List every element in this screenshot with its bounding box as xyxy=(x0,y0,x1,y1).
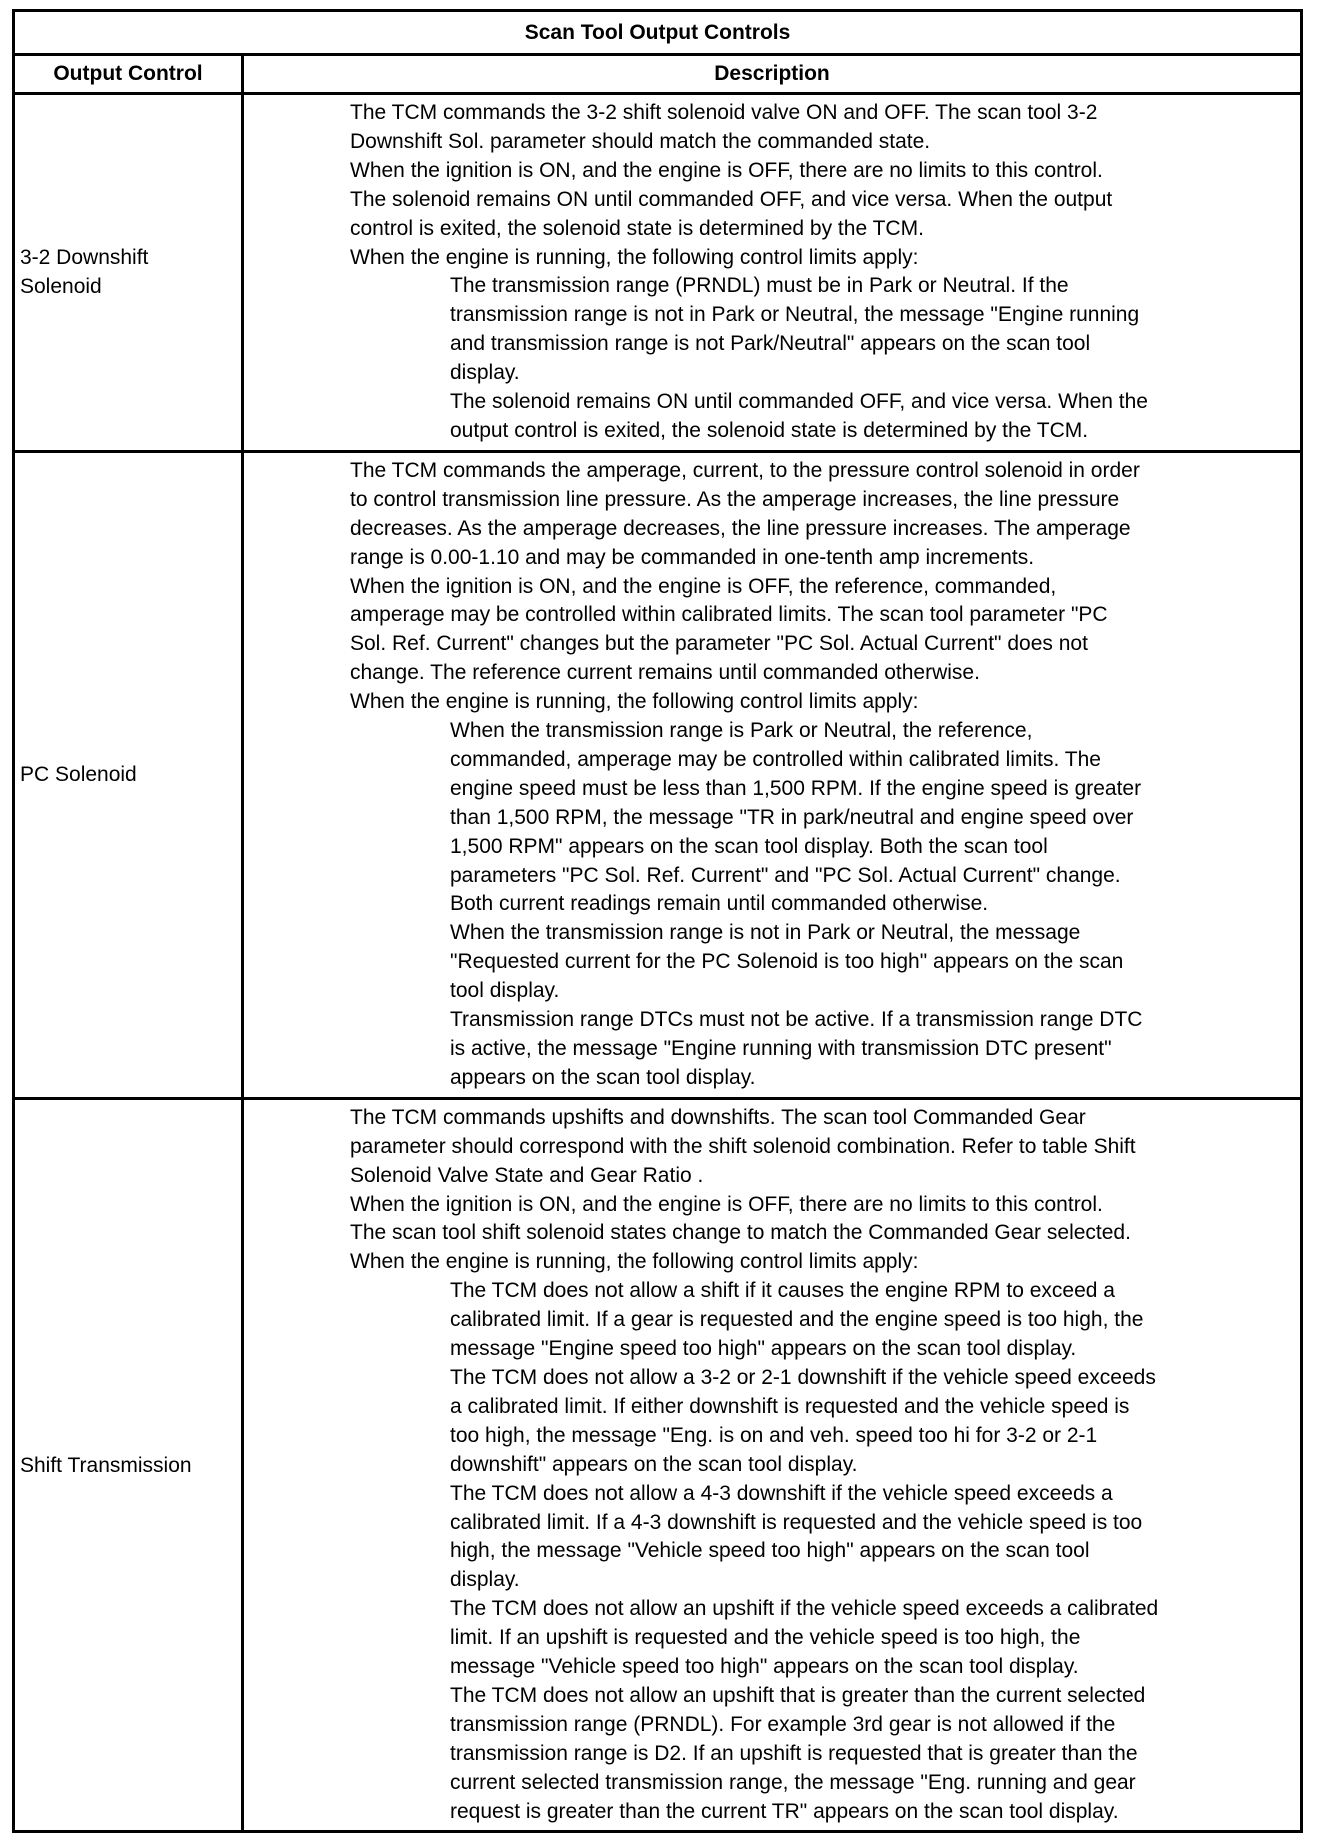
table-row xyxy=(15,453,1300,1100)
description-line: appears on the scan tool display. xyxy=(450,1065,756,1089)
description-line: Transmission range DTCs must not be active. If a transmission range DTC xyxy=(450,1008,1143,1032)
description-line: The solenoid remains ON until commanded OFF, and vice versa. When the output xyxy=(350,187,1113,211)
description-line: transmission range is not in Park or Neutral, the message "Engine running xyxy=(450,303,1140,327)
description-line: When the engine is running, the following control limits apply: xyxy=(350,1250,919,1274)
description-line: too high, the message "Eng. is on and veh. speed too hi for 3-2 or 2-1 xyxy=(450,1423,1098,1447)
description-cell xyxy=(244,1100,1300,1831)
description-line: When the transmission range is not in Park or Neutral, the message xyxy=(450,921,1081,945)
description-line: The scan tool shift solenoid states change to match the Commanded Gear selected. xyxy=(350,1221,1131,1245)
header-output-control: Output Control xyxy=(15,56,244,92)
description-line: a calibrated limit. If either downshift is requested and the vehicle speed is xyxy=(450,1394,1130,1418)
header-row xyxy=(15,56,1300,95)
description-line: "Requested current for the PC Solenoid is too high" appears on the scan xyxy=(450,950,1124,974)
description-line: downshift" appears on the scan tool display. xyxy=(450,1452,858,1476)
description-cell xyxy=(244,453,1300,1097)
description-line: When the engine is running, the following control limits apply: xyxy=(350,690,919,714)
description-line: amperage may be controlled within calibrated limits. The scan tool parameter "PC xyxy=(350,603,1108,627)
output-control-name: Shift Transmission xyxy=(20,1453,192,1477)
description-line: The TCM does not allow a 3-2 or 2-1 downshift if the vehicle speed exceeds xyxy=(450,1365,1156,1389)
description-line: The solenoid remains ON until commanded OFF, and vice versa. When the xyxy=(450,390,1148,414)
description-line: The transmission range (PRNDL) must be in Park or Neutral. If the xyxy=(450,274,1069,298)
description-line: message "Engine speed too high" appears on the scan tool display. xyxy=(450,1337,1077,1361)
table-row xyxy=(15,95,1300,453)
description-line: is active, the message "Engine running with transmission DTC present" xyxy=(450,1037,1112,1060)
output-control-name: 3-2 Downshift xyxy=(20,246,149,270)
description-line: The TCM commands upshifts and downshifts. The scan tool Commanded Gear xyxy=(350,1105,1086,1129)
description-line: output control is exited, the solenoid state is determined by the TCM. xyxy=(450,418,1089,442)
description-line: Downshift Sol. parameter should match the commanded state. xyxy=(350,129,931,153)
description-line: message "Vehicle speed too high" appears on the scan tool display. xyxy=(450,1655,1079,1679)
description-line: request is greater than the current TR" appears on the scan tool display. xyxy=(450,1799,1119,1823)
description-line: calibrated limit. If a gear is requested and the engine speed is too high, the xyxy=(450,1308,1144,1332)
description-line: commanded, amperage may be controlled within calibrated limits. The xyxy=(450,747,1101,771)
description-line: control is exited, the solenoid state is determined by the TCM. xyxy=(350,216,924,240)
description-line: When the transmission range is Park or Neutral, the reference, xyxy=(450,719,1033,743)
description-line: than 1,500 RPM, the message "TR in park/neutral and engine speed over xyxy=(450,805,1134,829)
description-line: The TCM commands the amperage, current, to the pressure control solenoid in order xyxy=(350,458,1140,482)
description-line: The TCM does not allow a 4-3 downshift if the vehicle speed exceeds a xyxy=(450,1481,1113,1505)
description-line: Solenoid Valve State and Gear Ratio . xyxy=(350,1163,704,1187)
description-line: The TCM does not allow an upshift that is greater than the current selected xyxy=(450,1683,1146,1707)
description-line: current selected transmission range, the message "Eng. running and gear xyxy=(450,1770,1136,1794)
description-line: engine speed must be less than 1,500 RPM. If the engine speed is greater xyxy=(450,776,1142,800)
description-line: to control transmission line pressure. As the amperage increases, the line pressure xyxy=(350,487,1120,511)
description-line: display. xyxy=(450,361,520,385)
description-line: parameters "PC Sol. Ref. Current" and "PC Sol. Actual Current" change. xyxy=(450,863,1121,887)
description-line: The TCM does not allow an upshift if the vehicle speed exceeds a calibrated xyxy=(450,1597,1159,1621)
output-control-name: PC Solenoid xyxy=(20,763,137,787)
description-line: When the ignition is ON, and the engine is OFF, the reference, commanded, xyxy=(350,574,1057,598)
output-control-cell xyxy=(15,453,244,1097)
output-controls-table xyxy=(12,9,1303,1833)
description-line: calibrated limit. If a 4-3 downshift is requested and the vehicle speed is too xyxy=(450,1510,1143,1534)
description-line: The TCM commands the 3-2 shift solenoid valve ON and OFF. The scan tool 3-2 xyxy=(350,101,1098,124)
description-line: decreases. As the amperage decreases, the line pressure increases. The amperage xyxy=(350,516,1131,540)
description-cell xyxy=(244,95,1300,450)
description-line: tool display. xyxy=(450,979,560,1003)
description-line: Sol. Ref. Current" changes but the parameter "PC Sol. Actual Current" does not xyxy=(350,632,1088,656)
header-description: Description xyxy=(714,62,830,85)
output-control-cell xyxy=(15,95,244,450)
description-line: The TCM does not allow a shift if it causes the engine RPM to exceed a xyxy=(450,1279,1115,1303)
output-control-cell xyxy=(15,1100,244,1831)
description-line: transmission range (PRNDL). For example 3rd gear is not allowed if the xyxy=(450,1712,1116,1736)
description-line: high, the message "Vehicle speed too high" appears on the scan tool xyxy=(450,1539,1090,1563)
description-line: 1,500 RPM" appears on the scan tool display. Both the scan tool xyxy=(450,834,1048,858)
description-line: and transmission range is not Park/Neutral" appears on the scan tool xyxy=(450,332,1091,356)
description-line: When the engine is running, the following control limits apply: xyxy=(350,245,919,269)
description-line: limit. If an upshift is requested and the vehicle speed is too high, the xyxy=(450,1626,1081,1650)
description-line: range is 0.00-1.10 and may be commanded in one-tenth amp increments. xyxy=(350,545,1035,569)
description-line: When the ignition is ON, and the engine is OFF, there are no limits to this control. xyxy=(350,158,1103,182)
output-control-name: Solenoid xyxy=(20,275,102,299)
description-line: parameter should correspond with the shift solenoid combination. Refer to table Shift xyxy=(350,1134,1136,1158)
description-line: When the ignition is ON, and the engine is OFF, there are no limits to this control. xyxy=(350,1192,1103,1216)
description-line: change. The reference current remains until commanded otherwise. xyxy=(350,661,980,685)
description-line: transmission range is D2. If an upshift is requested that is greater than the xyxy=(450,1741,1138,1765)
description-line: Both current readings remain until commanded otherwise. xyxy=(450,892,989,916)
description-line: display. xyxy=(450,1568,520,1592)
table-title: Scan Tool Output Controls xyxy=(15,12,1300,56)
table-row xyxy=(15,1100,1300,1831)
